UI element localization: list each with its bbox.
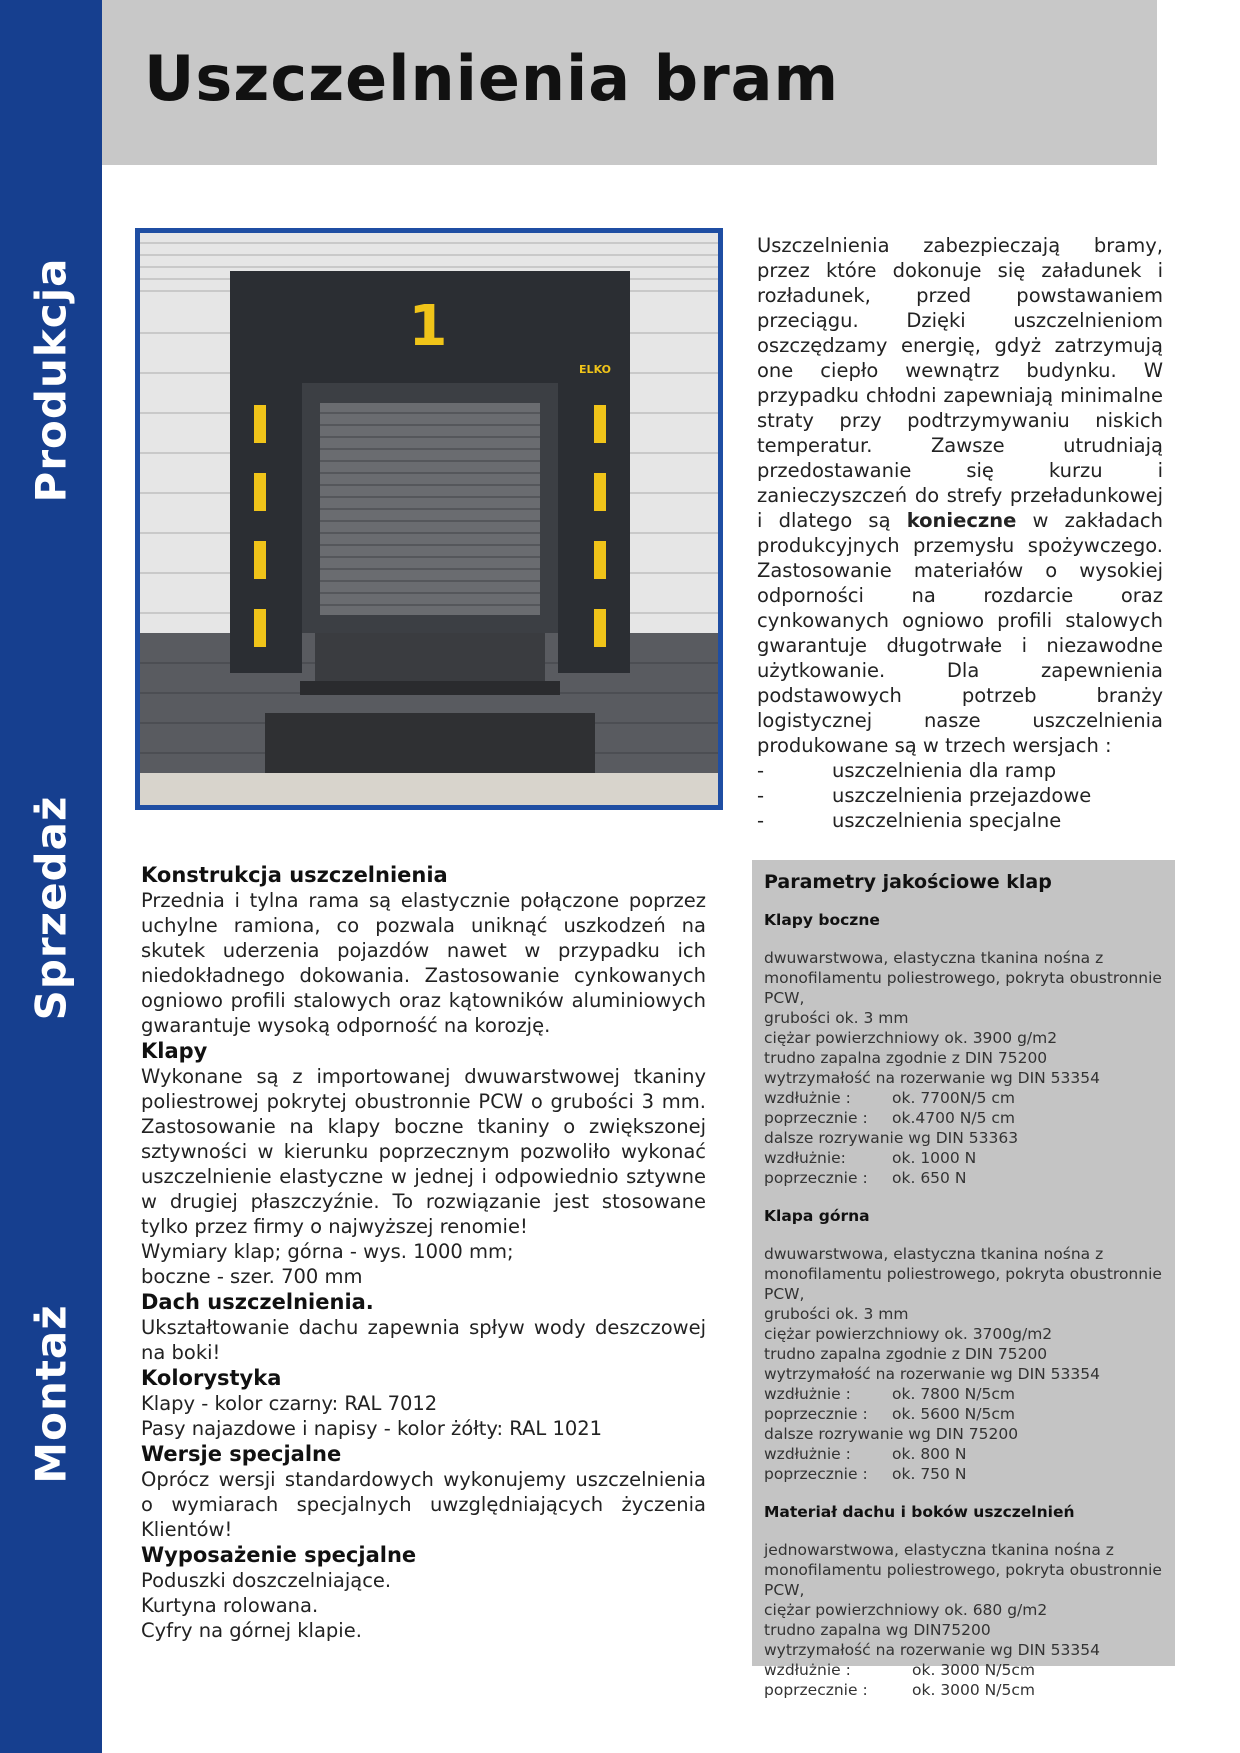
spec-row (764, 1404, 1163, 1424)
list-dash: - (757, 784, 765, 807)
spec-row (764, 1148, 1163, 1168)
klapy-heading: Klapy (141, 1039, 208, 1063)
wyposazenie-item: Cyfry na górnej klapie. (141, 1619, 362, 1642)
spec-value: ok. 750 N (892, 1465, 967, 1483)
spec-key: poprzecznie : (764, 1169, 868, 1187)
spec-row (764, 1384, 1163, 1404)
spec-line: ciężar powierzchniowy ok. 3700g/m2 (764, 1325, 1053, 1343)
brand-label: ELKO (579, 363, 611, 376)
intro-paragraph-start: Uszczelnienia zabezpieczają bramy, przez które dokonuje się załadunek i rozładunek, przed powstawaniem przeciągu. Dzięki uszczelnieniom oszczędzamy energię, gdyż zatrzymują one ciepło wewnątrz budynku. W przypadku chłodni zapewniają minimalne straty przy podtrzymywaniu niskich temperatur. Zawsze utrudniają przedostawanie się kurzu i zanieczyszczeń do strefy przeładunkowej i dlatego są (757, 234, 1163, 532)
spec-key: poprzecznie : (764, 1405, 868, 1423)
spec-value: ok. 7700N/5 cm (892, 1089, 1015, 1107)
dach-text: Ukształtowanie dachu zapewnia spływ wody deszczowej na boki! (141, 1316, 706, 1364)
spec-value: ok. 800 N (892, 1445, 967, 1463)
intro-text (757, 233, 1163, 833)
spec-row (764, 1108, 1163, 1128)
list-item-label: uszczelnienia dla ramp (832, 759, 1057, 782)
header-band (102, 0, 1157, 165)
dach-heading: Dach uszczelnienia. (141, 1290, 374, 1314)
spec-line: wytrzymałość na rozerwanie wg DIN 53354 (764, 1069, 1100, 1087)
wersje-heading: Wersje specjalne (141, 1442, 342, 1466)
klapy-text: Wykonane są z importowanej dwuwarstwowej tkaniny poliestrowej pokrytej obustronnie PCW o grubości 3 mm. Zastosowanie na klapy boczne tkaniny o zwiększonej sztywności w kierunku poprzecznym pozwoliło wykonać uszczelnienie elastyczne w jednej i odpowiednio sztywne w drugiej płaszczyźnie. To rozwiązanie jest stosowane tylko przez firmy o najwyższej renomie! (141, 1065, 706, 1238)
kolorystyka-heading: Kolorystyka (141, 1366, 282, 1390)
spec-value: ok. 7800 N/5cm (892, 1385, 1015, 1403)
konstrukcja-heading: Konstrukcja uszczelnienia (141, 863, 448, 887)
spec-value: ok. 3000 N/5cm (912, 1661, 1035, 1679)
spec-line: dwuwarstwowa, elastyczna tkanina nośna z monofilamentu poliestrowego, pokryta obustronnie PCW, (764, 949, 1162, 1007)
sidebar-label-produkcja: Produkcja (26, 257, 76, 503)
spec-key: poprzecznie : (764, 1681, 868, 1699)
spec-line: dalsze rozrywanie wg DIN 53363 (764, 1129, 1019, 1147)
klapy-dimensions-top: Wymiary klap; górna - wys. 1000 mm; (141, 1240, 514, 1263)
spec-key: wzdłużnie: (764, 1149, 846, 1167)
klapy-dimensions-side: boczne - szer. 700 mm (141, 1265, 363, 1288)
wyposazenie-item: Kurtyna rolowana. (141, 1594, 319, 1617)
wyposazenie-heading: Wyposażenie specjalne (141, 1543, 417, 1567)
spec-row (764, 1168, 1163, 1188)
spec-line: ciężar powierzchniowy ok. 680 g/m2 (764, 1601, 1048, 1619)
dach-material-heading: Materiał dachu i boków uszczelnień (764, 1503, 1075, 1521)
spec-value: ok. 3000 N/5cm (912, 1681, 1035, 1699)
spec-key: poprzecznie : (764, 1465, 868, 1483)
wersje-text: Oprócz wersji standardowych wykonujemy uszczelnienia o wymiarach specjalnych uwzględniających życzenia Klientów! (141, 1468, 706, 1541)
sidebar-label-montaz: Montaż (26, 1304, 76, 1484)
spec-line: dalsze rozrywanie wg DIN 75200 (764, 1425, 1019, 1443)
spec-line: ciężar powierzchniowy ok. 3900 g/m2 (764, 1029, 1058, 1047)
spec-line: jednowarstwowa, elastyczna tkanina nośna z monofilamentu poliestrowego, pokryta obustronnie PCW, (764, 1541, 1162, 1599)
spec-line: grubości ok. 3 mm (764, 1305, 909, 1323)
list-item (757, 808, 1163, 833)
list-item-label: uszczelnienia specjalne (832, 809, 1062, 832)
gorna-specs (764, 1244, 1163, 1484)
intro-bold-word: konieczne (906, 509, 1017, 532)
spec-key: wzdłużnie : (764, 1385, 851, 1403)
boczne-specs (764, 948, 1163, 1188)
spec-line: dwuwarstwowa, elastyczna tkanina nośna z monofilamentu poliestrowego, pokryta obustronnie PCW, (764, 1245, 1162, 1303)
versions-list (757, 758, 1163, 833)
list-item (757, 758, 1163, 783)
spec-line: trudno zapalna wg DIN75200 (764, 1621, 991, 1639)
quality-parameters-box (752, 860, 1175, 1699)
spec-row (764, 1464, 1163, 1484)
spec-key: wzdłużnie : (764, 1089, 851, 1107)
spec-row (764, 1660, 1163, 1680)
list-item-label: uszczelnienia przejazdowe (832, 784, 1092, 807)
spec-value: ok. 650 N (892, 1169, 967, 1187)
spec-line: wytrzymałość na rozerwanie wg DIN 53354 (764, 1365, 1100, 1383)
spec-value: ok. 1000 N (892, 1149, 977, 1167)
list-dash: - (757, 809, 765, 832)
wyposazenie-item: Poduszki doszczelniające. (141, 1569, 392, 1592)
dach-material-specs (764, 1540, 1163, 1700)
spec-row (764, 1680, 1163, 1700)
dock-seal-illustration (140, 233, 718, 805)
kolorystyka-stripes: Pasy najazdowe i napisy - kolor żółty: RAL 1021 (141, 1417, 603, 1440)
spec-key: wzdłużnie : (764, 1661, 851, 1679)
construction-details (141, 862, 706, 1643)
spec-line: trudno zapalna zgodnie z DIN 75200 (764, 1345, 1048, 1363)
list-dash: - (757, 759, 765, 782)
intro-paragraph-end: w zakładach produkcyjnych przemysłu spożywczego. Zastosowanie materiałów o wysokiej odporności na rozdarcie oraz cynkowanych ogniowo profili stalowych gwarantuje długotrwałe i niezawodne użytkowanie. Dla zapewnienia podstawowych potrzeb branży logistycznej nasze uszczelnienia produkowane są w trzech wersjach : (757, 509, 1163, 757)
spec-line: grubości ok. 3 mm (764, 1009, 909, 1027)
dock-seal-photo (135, 228, 723, 810)
spec-key: poprzecznie : (764, 1109, 868, 1127)
sidebar (0, 0, 102, 1753)
spec-value: ok. 5600 N/5cm (892, 1405, 1015, 1423)
spec-line: trudno zapalna zgodnie z DIN 75200 (764, 1049, 1048, 1067)
spec-row (764, 1444, 1163, 1464)
params-title: Parametry jakościowe klap (764, 871, 1052, 893)
spec-key: wzdłużnie : (764, 1445, 851, 1463)
spec-value: ok.4700 N/5 cm (892, 1109, 1015, 1127)
kolorystyka-flaps: Klapy - kolor czarny: RAL 7012 (141, 1392, 438, 1415)
spec-line: wytrzymałość na rozerwanie wg DIN 53354 (764, 1641, 1100, 1659)
sidebar-label-sprzedaz: Sprzedaż (26, 795, 76, 1021)
boczne-heading: Klapy boczne (764, 911, 880, 929)
gorna-heading: Klapa górna (764, 1207, 870, 1225)
spec-row (764, 1088, 1163, 1108)
konstrukcja-text: Przednia i tylna rama są elastycznie połączone poprzez uchylne ramiona, co pozwala uniknąć uszkodzeń na skutek uderzenia pojazdów nawet w przypadku ich niedokładnego dokowania. Zastosowanie cynkowanych ogniowo profili stalowych oraz kątowników aluminiowych gwarantuje wysoką odporność na korozję. (141, 889, 706, 1037)
page-title: Uszczelnienia bram (144, 42, 840, 115)
door-number: 1 (408, 294, 448, 359)
list-item (757, 783, 1163, 808)
